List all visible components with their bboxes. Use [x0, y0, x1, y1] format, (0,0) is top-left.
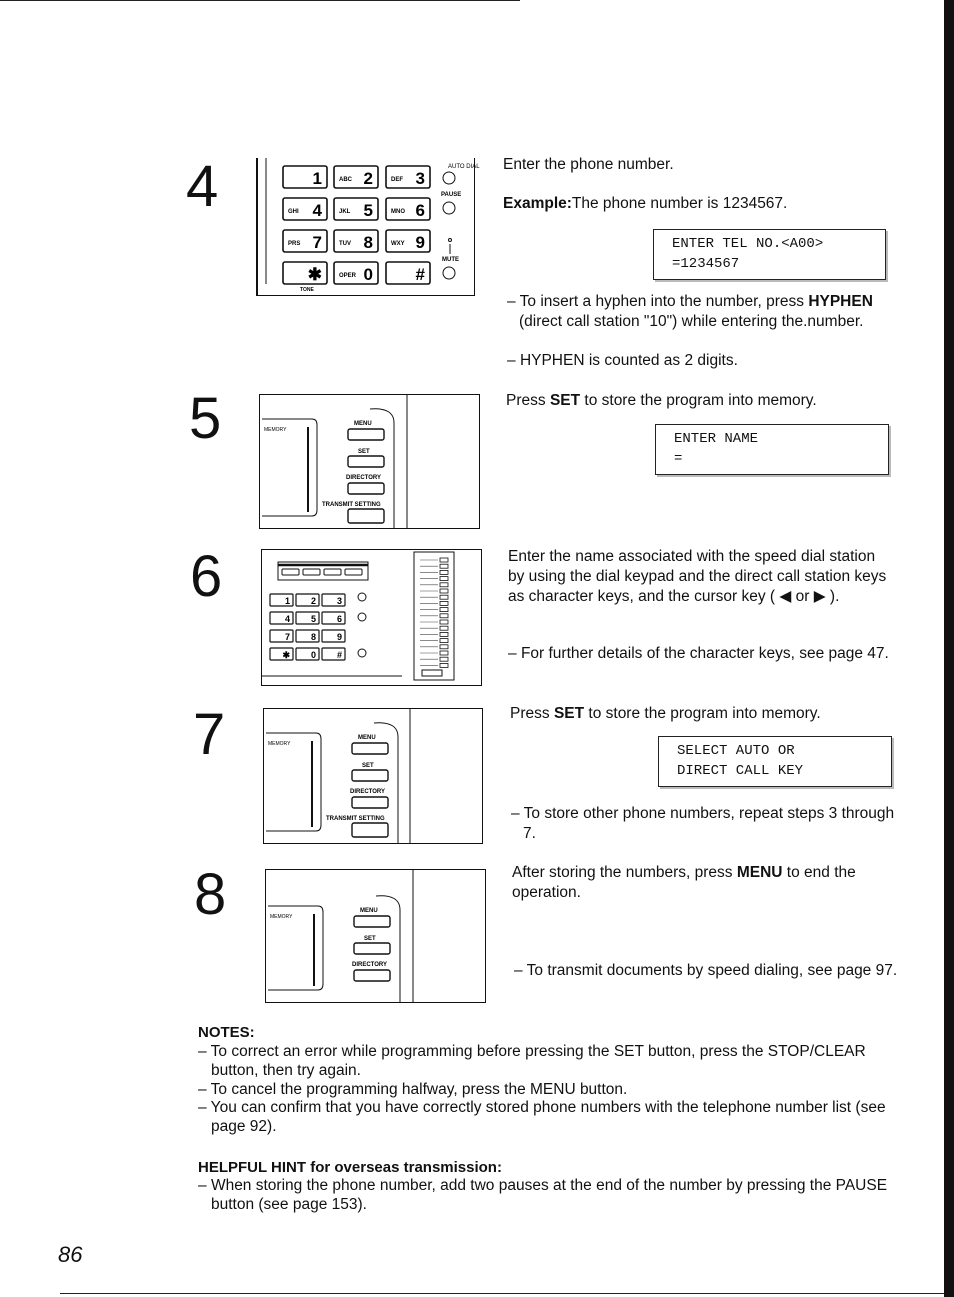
note-text: To cancel the programming halfway, press the MENU button. [210, 1081, 628, 1098]
transmit-setting-label: TRANSMIT SETTING [322, 502, 381, 508]
instr-text: After storing the numbers, press [512, 864, 737, 881]
step-number-6: 6 [190, 544, 223, 609]
mini-key-digit: ✱ [282, 650, 290, 660]
menu-button [354, 916, 390, 927]
set-label: SET [362, 763, 374, 769]
bottom-rule [60, 1293, 944, 1294]
station-key [440, 620, 448, 624]
control-panel-figure-8 [265, 869, 486, 1003]
step-4-bullet-count: – HYPHEN is counted as 2 digits. [507, 352, 738, 369]
mute-button [443, 267, 455, 279]
mini-key-digit: # [336, 650, 342, 660]
transmit-setting-label: TRANSMIT SETTING [326, 816, 385, 822]
mini-pause-button [358, 613, 366, 621]
key-letters: PRS [288, 241, 301, 247]
directory-button [354, 970, 390, 981]
step-6-bullet: – For further details of the character keys, see page 47. [508, 645, 889, 662]
notes-title: NOTES: [198, 1024, 255, 1041]
bullet-text: To insert a hyphen into the number, press [519, 293, 809, 310]
key-letters: DEF [391, 177, 403, 183]
key-digit: 1 [312, 169, 322, 188]
lcd-line: = [674, 451, 683, 467]
station-key [440, 570, 448, 574]
station-key-bottom [422, 670, 442, 676]
bullet-text: (direct call station "10") while entering the.number. [519, 313, 864, 330]
station-key [440, 558, 448, 562]
key-letters: WXY [391, 241, 405, 247]
lcd-line: ENTER NAME [674, 431, 759, 447]
set-button [352, 770, 388, 781]
memory-label: MEMORY [264, 427, 287, 433]
key-letters: TUV [339, 241, 351, 247]
station-key [440, 626, 448, 630]
key-letters: ABC [339, 177, 352, 183]
step-4-example [503, 194, 787, 214]
mini-key-digit: 2 [310, 596, 316, 606]
note-item: – You can confirm that you have correctly stored phone numbers with the telephone number list (see page 92). [198, 1099, 886, 1135]
station-key [440, 577, 448, 581]
pause-label: PAUSE [441, 192, 462, 198]
hint-item: – When storing the phone number, add two pauses at the end of the number by pressing the PAUSE button (see page 153). [198, 1177, 888, 1213]
top-key [324, 569, 341, 575]
menu-label: MENU [354, 421, 372, 427]
note-item: – To cancel the programming halfway, press the MENU button. [198, 1081, 628, 1098]
instr-text: Enter the name associated with the speed dial station by using the dial keypad and the direct call station keys as character keys, and the cursor key [508, 548, 887, 605]
top-key [303, 569, 320, 575]
step-6-instruction [508, 547, 888, 607]
memory-label: MEMORY [270, 914, 293, 920]
mini-key-digit: 6 [336, 614, 342, 624]
lcd-line: DIRECT CALL KEY [677, 763, 804, 779]
lcd-line: ENTER TEL NO.<A00> [672, 236, 824, 252]
menu-button [352, 743, 388, 754]
key-digit: 0 [363, 265, 373, 284]
key-digit: 6 [415, 201, 425, 220]
key-digit: 7 [312, 233, 322, 252]
directory-button [352, 797, 388, 808]
lcd-line: =1234567 [672, 256, 740, 272]
set-button [354, 943, 390, 954]
mini-auto-dial-button [358, 593, 366, 601]
mini-key-digit: 5 [310, 614, 316, 624]
instr-text: Press [506, 392, 550, 409]
menu-button [348, 429, 384, 440]
mini-key-digit: 0 [310, 650, 316, 660]
key-digit: 3 [415, 169, 425, 188]
control-panel-illustration [260, 395, 479, 528]
example-text: The phone number is 1234567. [571, 195, 788, 212]
note-item: – To correct an error while programming before pressing the SET button, press the STOP/CLEAR button, then try again. [198, 1043, 866, 1079]
set-key-name: SET [549, 392, 581, 409]
mini-key-digit: 7 [284, 632, 290, 642]
control-panel-illustration [264, 709, 482, 843]
page-edge [944, 0, 954, 1297]
station-key [440, 651, 448, 655]
bullet-bold: HYPHEN [808, 293, 873, 310]
station-key [440, 614, 448, 618]
step-5-instruction [506, 391, 817, 411]
set-button [348, 456, 384, 467]
key-digit: 2 [363, 169, 373, 188]
example-label: Example: [503, 195, 572, 212]
set-label: SET [358, 449, 370, 455]
note-text: To correct an error while programming before pressing the SET button, press the STOP/CLEAR button, then try again. [210, 1043, 866, 1079]
directory-label: DIRECTORY [350, 789, 386, 795]
station-key [440, 589, 448, 593]
menu-key-name: MENU [736, 864, 783, 881]
directory-label: DIRECTORY [352, 962, 388, 968]
key-digit: 4 [312, 201, 322, 220]
key-letters: GHI [288, 209, 299, 215]
station-key [440, 657, 448, 661]
step-8-bullet: – To transmit documents by speed dialing, see page 97. [514, 962, 898, 979]
mute-indicator [449, 239, 452, 242]
tone-label: TONE [300, 287, 314, 293]
directory-label: DIRECTORY [346, 475, 382, 481]
lcd-display-step-4 [653, 229, 886, 280]
key-letters: MNO [391, 209, 405, 215]
control-panel-figure-5 [259, 394, 480, 529]
key-digit: 8 [363, 233, 373, 252]
directory-button [348, 483, 384, 494]
mini-key-digit: 4 [284, 614, 290, 624]
hint-text: When storing the phone number, add two pauses at the end of the number by pressing the PAUSE button (see page 153). [210, 1177, 888, 1213]
mini-key-digit: 9 [336, 632, 342, 642]
key-digit: ✱ [307, 265, 322, 284]
bullet-text: To store other phone numbers, repeat steps 3 through 7. [523, 805, 895, 842]
top-key [282, 569, 299, 575]
top-key [345, 569, 362, 575]
cursor-key-text: ( ◀ or ▶ ). [769, 588, 840, 605]
mini-key-digit: 8 [310, 632, 316, 642]
auto-dial-button [443, 172, 455, 184]
bullet-text: For further details of the character keys, see page 47. [520, 645, 889, 662]
station-key [440, 663, 448, 667]
keypad-illustration [258, 158, 480, 296]
lcd-line: SELECT AUTO OR [677, 743, 795, 759]
full-panel-figure [261, 549, 482, 686]
mini-key-digit: 1 [284, 596, 290, 606]
control-panel-illustration [266, 870, 485, 1002]
station-key [440, 583, 448, 587]
instr-text: to store the program into memory. [580, 392, 817, 409]
full-panel-illustration [262, 550, 481, 685]
step-number-8: 8 [194, 862, 227, 927]
station-key [440, 645, 448, 649]
mute-label: MUTE [442, 257, 459, 263]
station-key [440, 639, 448, 643]
control-panel-figure-7 [263, 708, 483, 844]
instr-text: Press [510, 705, 554, 722]
pause-button [443, 202, 455, 214]
page-number: 86 [58, 1242, 83, 1267]
set-label: SET [364, 936, 376, 942]
set-key-name: SET [553, 705, 585, 722]
step-7-bullet: – To store other phone numbers, repeat steps 3 through 7. [511, 805, 895, 842]
step-8-instruction [512, 863, 892, 903]
key-digit: # [415, 265, 425, 284]
top-rule [0, 0, 520, 1]
station-key [440, 564, 448, 568]
hint-title: HELPFUL HINT for overseas transmission: [198, 1159, 502, 1176]
instr-text: to store the program into memory. [584, 705, 821, 722]
step-7-instruction [510, 704, 821, 724]
step-4-instruction: Enter the phone number. [503, 156, 674, 173]
step-number-7: 7 [193, 702, 226, 767]
lcd-display-step-5 [655, 424, 889, 475]
key-letters: OPER [339, 273, 357, 279]
mini-mute-button [358, 649, 366, 657]
transmit-setting-button [352, 823, 388, 837]
bullet-text: HYPHEN is counted as 2 digits. [519, 352, 738, 369]
lcd-display-step-7 [658, 736, 892, 787]
keypad-figure [256, 158, 480, 296]
auto-dial-label: AUTO DIAL [448, 164, 480, 170]
station-key [440, 608, 448, 612]
step-number-4: 4 [186, 154, 219, 219]
memory-label: MEMORY [268, 741, 291, 747]
station-key [440, 632, 448, 636]
note-text: You can confirm that you have correctly stored phone numbers with the telephone number list (see page 92). [210, 1099, 886, 1135]
menu-label: MENU [360, 908, 378, 914]
station-key [440, 595, 448, 599]
step-4-bullet-hyphen: – To insert a hyphen into the number, press HYPHEN (direct call station "10") while entering the.number. [507, 293, 873, 330]
key-digit: 5 [363, 201, 373, 220]
key-digit: 9 [415, 233, 425, 252]
instr-text: to end the operation. [512, 864, 856, 901]
transmit-setting-button [348, 509, 384, 523]
mini-key-digit: 3 [336, 596, 342, 606]
menu-label: MENU [358, 735, 376, 741]
key-letters: JKL [339, 209, 351, 215]
step-number-5: 5 [189, 386, 222, 451]
station-key [440, 601, 448, 605]
bullet-text: To transmit documents by speed dialing, see page 97. [526, 962, 898, 979]
